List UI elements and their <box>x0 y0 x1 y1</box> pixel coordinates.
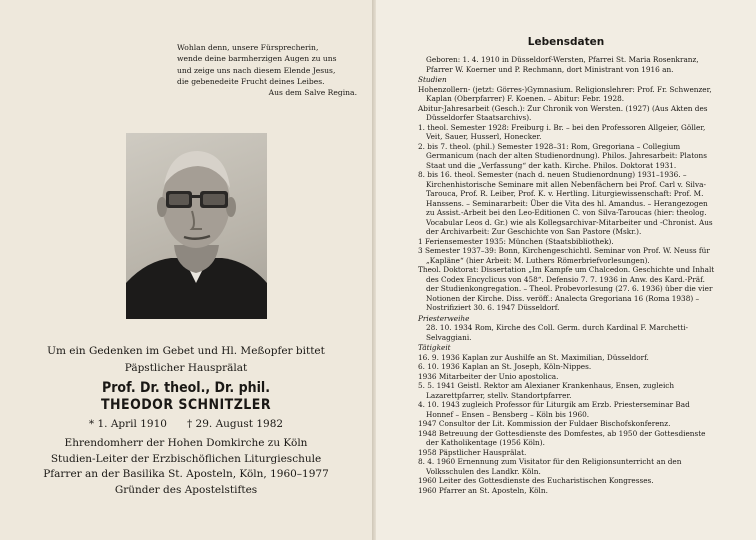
memorial-rank: Päpstlicher Hausprälat <box>124 362 248 374</box>
bio-entry: 1. theol. Semester 1928: Freiburg i. Br. – bei den Professoren Allgeier, Göller, Veit, Sauer, Husserl, Honecker. <box>418 122 706 141</box>
portrait-photo <box>126 133 267 319</box>
bio-entry: Abitur-Jahresarbeit (Gesch.): Zur Chronik von Wersten. (1927) (Aus Akten des Düsseldorfer Staatsarchivs). <box>418 103 708 122</box>
memorial-name: THEODOR SCHNITZLER <box>101 397 271 413</box>
office-line: Pfarrer an der Basilika St. Aposteln, Köln, 1960–1977 <box>43 468 329 480</box>
bio-entry: 1936 Mitarbeiter der Unio apostolica. <box>418 371 559 381</box>
prayer-line: und zeige uns nach diesem Elende Jesus, <box>177 65 336 75</box>
bio-entry: 5. 5. 1941 Geistl. Rektor am Alexianer Krankenhaus, Ensen, zugleich Lazarettpfarrer, stellv. Standortpfarrer. <box>418 381 675 400</box>
bio-entry: 1948 Betreuung der Gottesdienste des Domfestes, ab 1950 der Gottesdienste der Katholikentage (1956 Köln). <box>418 428 706 447</box>
prayer-line: die gebenedeite Frucht deines Leibes. <box>177 76 325 86</box>
bio-entry: 1958 Päpstlicher Hausprälat. <box>418 447 527 457</box>
memorial-dates: * 1. April 1910 † 29. August 1982 <box>88 418 284 430</box>
bio-entry: 1960 Pfarrer an St. Aposteln, Köln. <box>418 485 548 495</box>
bio-entry: 1947 Consultor der Lit. Kommission der Fuldaer Bischofskonferenz. <box>418 419 671 428</box>
office-line: Ehrendomherr der Hohen Domkirche zu Köln <box>64 437 308 449</box>
bio-entry: 1 Feriensemester 1935: München (Staatsbibliothek). <box>418 236 614 246</box>
section-label-taetigkeit: Tätigkeit <box>418 343 451 352</box>
bio-entry: 3 Semester 1937–39: Bonn, Kirchengeschichtl. Seminar von Prof. W. Neuss für „Kapläne“ (hier Arbeit: M. Luthers Römerbriefvorlesungen). <box>418 246 710 265</box>
bio-entry: 8. 4. 1960 Ernennung zum Visitator für den Religionsunterricht an den Volksschulen des Landkr. Köln. <box>418 457 682 476</box>
office-line: Gründer des Apostelstiftes <box>114 483 258 496</box>
memorial-title: Prof. Dr. theol., Dr. phil. <box>101 380 271 396</box>
bio-entry: 1960 Leiter des Gottesdienste des Eucharistischen Kongresses. <box>418 476 654 485</box>
bio-entry: 8. bis 16. theol. Semester (nach d. neuen Studienordnung) 1931–1936. – Kirchenhistorische Seminare mit allen Nebenfächern bei Prof. Carl v. Silva-Tarouca, Prof. R. Leiber, Prof. K. v. Hertling. Liturgiewissenschaft: Prof. M. Hanssens. – Seminararbeit: Über die Vita des hl. Amandus. – Herangezogen zu Assist.-Arbeit bei den Leo-Editionen C. von Silva-Taroucas (hier: theolog. Vocabular Leos d. Gr.) wie als Kollegsarchivar-Mitarbeiter und -Chronist. Aus der Archivarbeit: Zur Geschichte von San Pastore (Mskr.). <box>418 170 713 236</box>
bio-entry: 2. bis 7. theol. (phil.) Semester 1928–31: Rom, Gregoriana – Collegium Germanicum (nach der alten Studienordnung). Philos. Jahresarbeit: Platons Staat und die „Verfassung“ der kath. Kirche. Philos. Doktorat 1931. <box>418 141 707 170</box>
prayer-line: wende deine barmherzigen Augen zu uns <box>177 54 337 64</box>
bio-text <box>418 55 718 495</box>
bio-entry: 16. 9. 1936 Kaplan zur Aushilfe an St. Maximilian, Düsseldorf. <box>418 352 649 362</box>
section-label-priesterweihe: Priesterweihe <box>418 313 470 323</box>
memorial-offices <box>0 436 372 498</box>
bio-entry: Theol. Doktorat: Dissertation „Im Kampfe um Chalcedon. Geschichte und Inhalt des Codex Encyclicus von 458“. Defensio 7. 7. 1936 in Anw. des Kard.-Präf. der Studienkongregation. – Theol. Probevorlesung (27. 6. 1936) über die vier Notionen der Kirche. Diss. veröff.: Analecta Gregoriana 16 (Roma 1938) – Nostrifiziert 30. 6. 1947 Düsseldorf. <box>418 265 715 312</box>
prayer-source: Aus dem Salve Regina. <box>268 88 357 98</box>
prayer-line: Wohlan denn, unsere Fürsprecherin, <box>177 43 319 52</box>
memorial-request: Um ein Gedenken im Gebet und Hl. Meßopfer bittet <box>47 345 325 357</box>
bio-entry: Hohenzollern- (jetzt: Görres-)Gymnasium. Religionslehrer: Prof. Fr. Schwenzer, Kaplan (Oberpfarrer) F. Koenen. – Abitur: Febr. 1928. <box>418 84 712 103</box>
bio-heading: Lebensdaten <box>527 36 605 48</box>
office-line: Studien-Leiter der Erzbischöflichen Liturgieschule <box>50 452 322 465</box>
bio-entry: 4. 10. 1943 zugleich Professor für Liturgik am Erzb. Priesterseminar Bad Honnef – Ensen – Bensberg – Köln bis 1960. <box>418 400 690 419</box>
section-label-studien: Studien <box>418 75 447 84</box>
bio-entry: 28. 10. 1934 Rom, Kirche des Coll. Germ. durch Kardinal F. Marchetti-Selvaggiani. <box>426 323 689 342</box>
bio-entry: 6. 10. 1936 Kaplan an St. Joseph, Köln-Nippes. <box>418 362 592 371</box>
bio-birth: Geboren: 1. 4. 1910 in Düsseldorf-Wersten, Pfarrei St. Maria Rosenkranz, Pfarrer W. Koerner und P. Rechmann, dort Ministrant von 1916 an. <box>426 55 699 74</box>
prayer-quote <box>177 42 357 98</box>
